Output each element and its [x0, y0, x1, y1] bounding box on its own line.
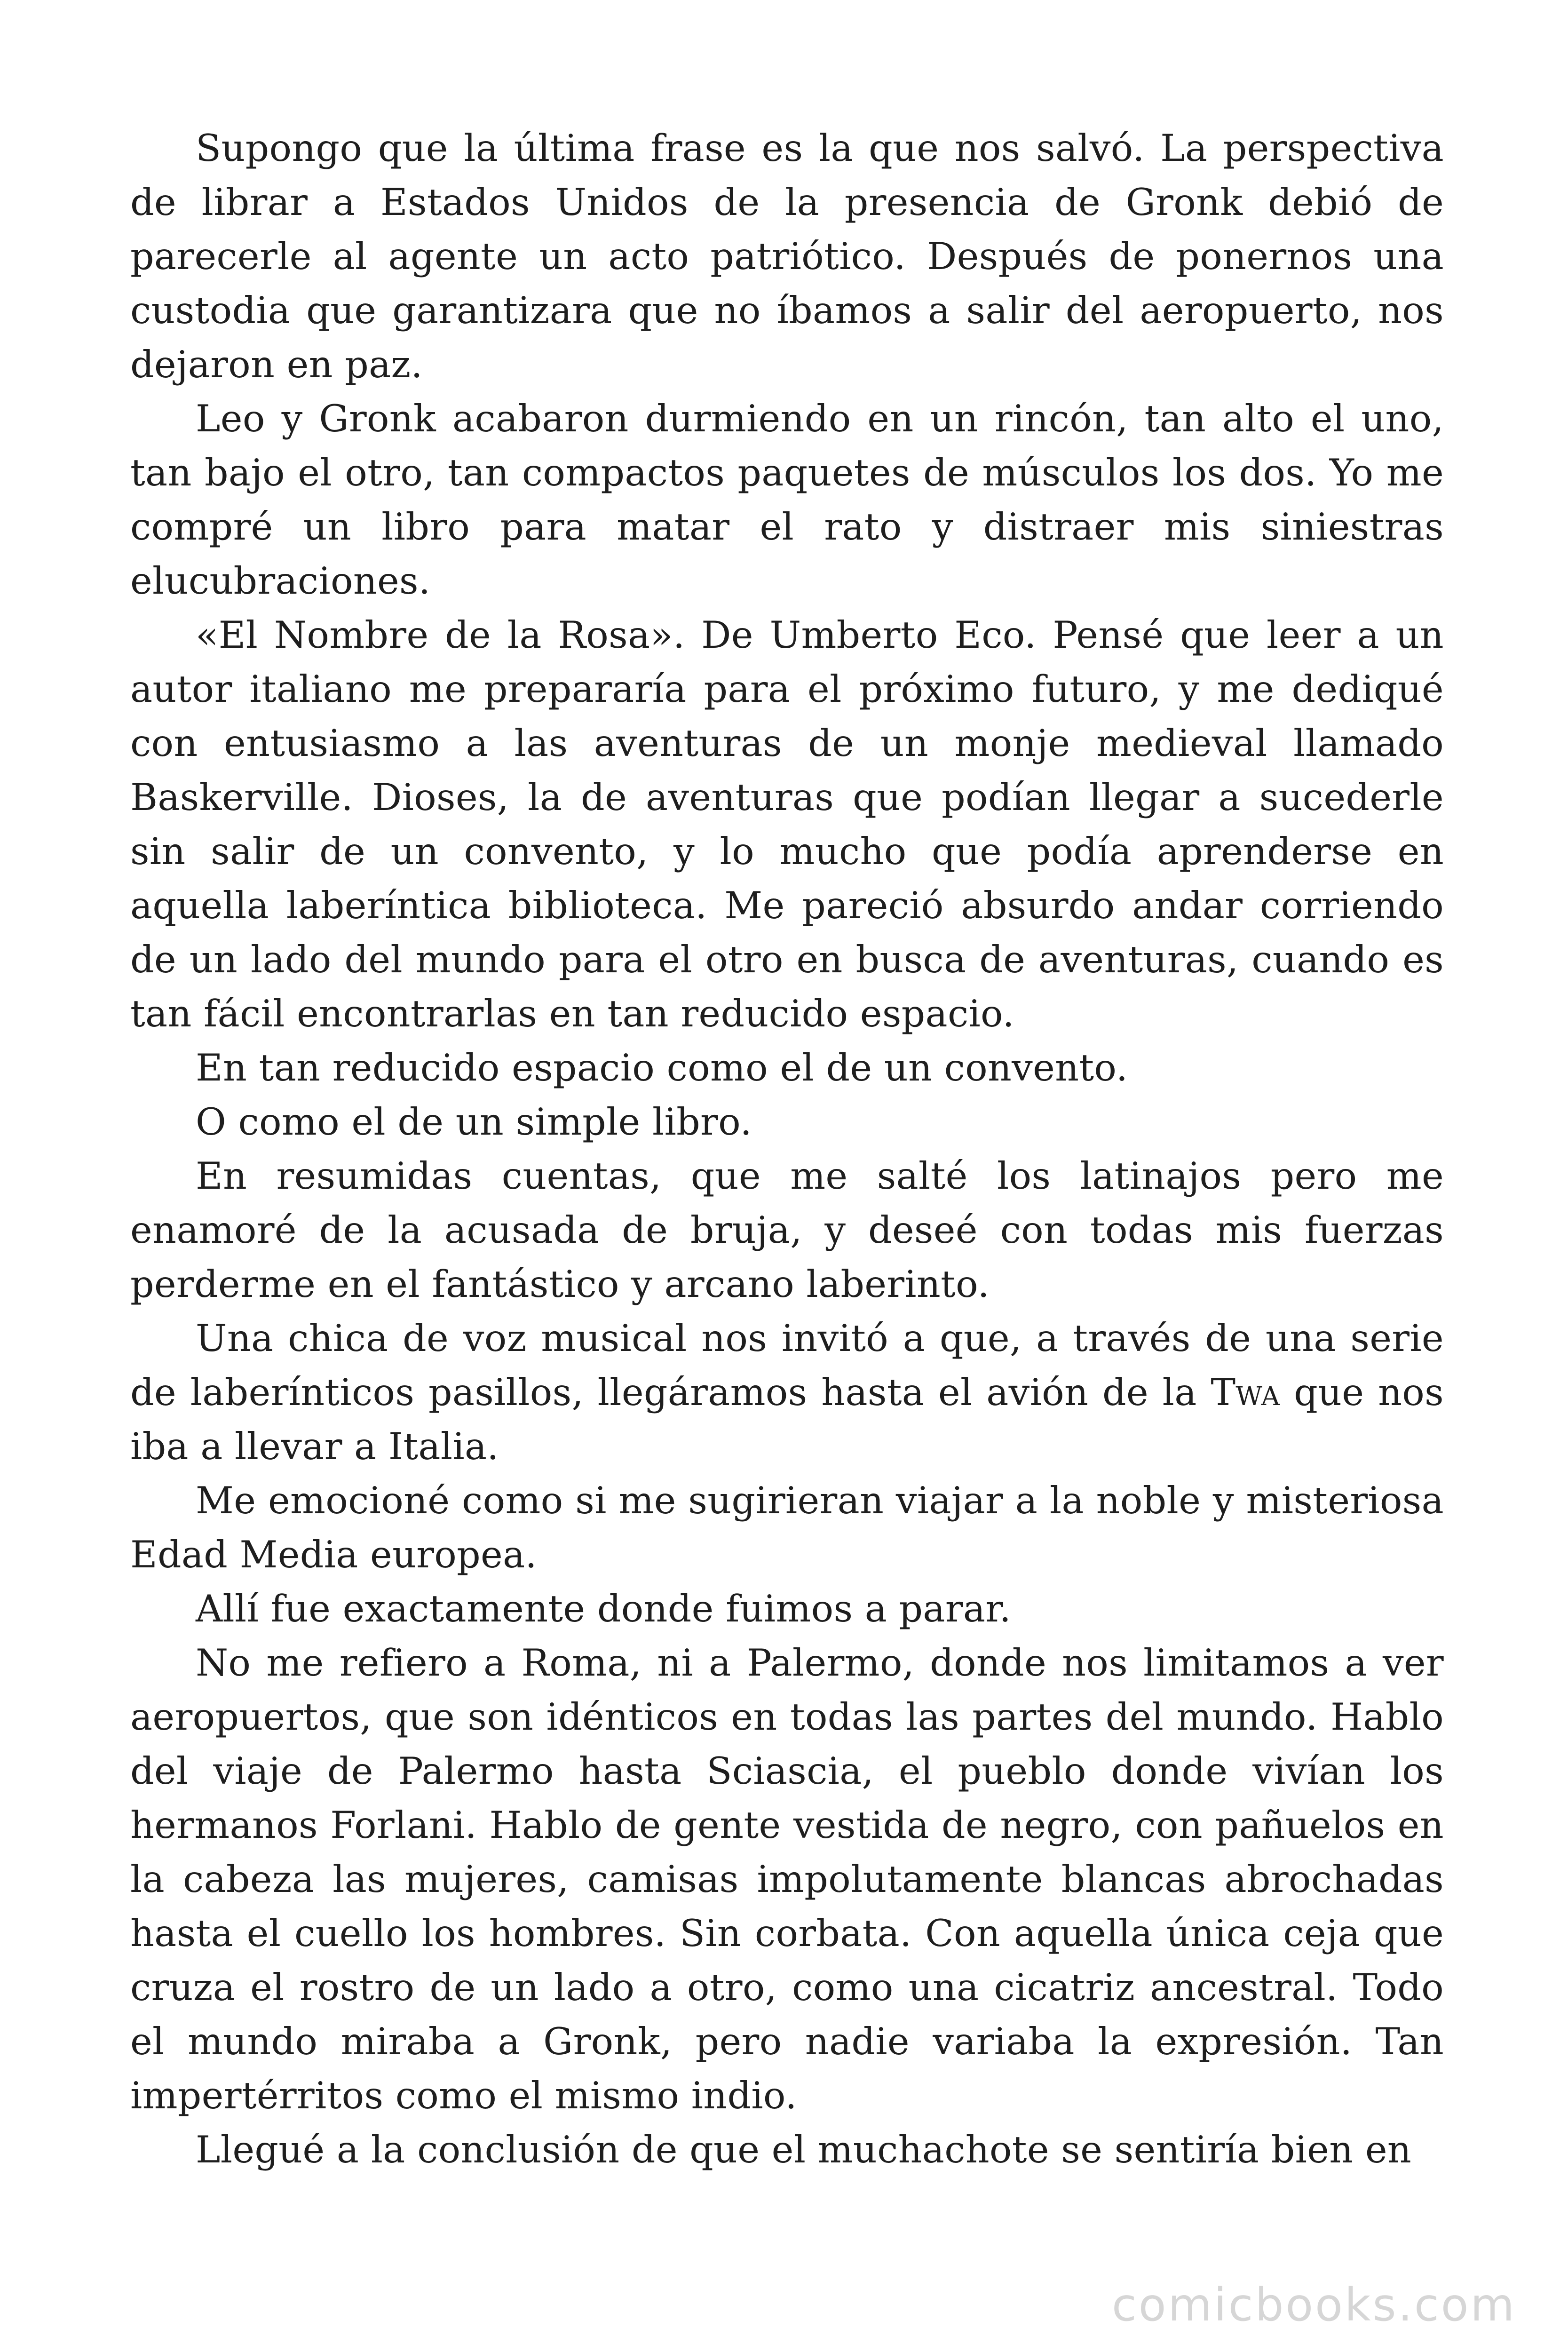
paragraph-8: Me emocioné como si me sugirieran viajar a la noble y misteriosa Edad Media europea. — [130, 1479, 1444, 1576]
paragraph-9: Allí fue exactamente donde fuimos a parar. — [196, 1587, 1012, 1630]
paragraph-2: Leo y Gronk acabaron durmiendo en un rincón, tan alto el uno, tan bajo el otro, tan compactos paquetes de músculos los dos. Yo me compré un libro para matar el rato y distraer mis siniestras elucubraciones. — [130, 397, 1444, 603]
paragraph-5: O como el de un simple libro. — [196, 1100, 752, 1144]
watermark: comicbooks.com — [1111, 2279, 1516, 2331]
paragraph-7 — [130, 1311, 1444, 1474]
paragraph-6: En resumidas cuentas, que me salté los latinajos pero me enamoré de la acusada de bruja, y deseé con todas mis fuerzas perderme en el fantástico y arcano laberinto. — [130, 1154, 1444, 1306]
paragraph-7-after: que nos iba a llevar a Italia. — [130, 1371, 1444, 1468]
paragraph-11: Llegué a la conclusión de que el muchachote se sentiría bien en — [196, 2128, 1412, 2171]
paragraph-10: No me refiero a Roma, ni a Palermo, donde nos limitamos a ver aeropuertos, que son idénticos en todas las partes del mundo. Hablo del viaje de Palermo hasta Sciascia, el pueblo donde vivían los hermanos Forlani. Hablo de gente vestida de negro, con pañuelos en la cabeza las mujeres, camisas impolutamente blancas abrochadas hasta el cuello los hombres. Sin corbata. Con aquella única ceja que cruza el rostro de un lado a otro, como una cicatriz ancestral. Todo el mundo miraba a Gronk, pero nadie variaba la expresión. Tan impertérritos como el mismo indio. — [130, 1641, 1444, 2117]
page-body — [130, 121, 1444, 2177]
airline-name: Twa — [1211, 1371, 1280, 1414]
paragraph-4: En tan reducido espacio como el de un convento. — [196, 1046, 1128, 1089]
paragraph-3: «El Nombre de la Rosa». De Umberto Eco. Pensé que leer a un autor italiano me prepararía para el próximo futuro, y me dediqué con entusiasmo a las aventuras de un monje medieval llamado Baskerville. Dioses, la de aventuras que podían llegar a sucederle sin salir de un convento, y lo mucho que podía aprenderse en aquella laberíntica biblioteca. Me pareció absurdo andar corriendo de un lado del mundo para el otro en busca de aventuras, cuando es tan fácil encontrarlas en tan reducido espacio. — [130, 613, 1444, 1035]
paragraph-7-before: Una chica de voz musical nos invitó a que, a través de una serie de laberínticos pasillos, llegáramos hasta el avión de la — [130, 1317, 1444, 1414]
paragraph-1: Supongo que la última frase es la que nos salvó. La perspectiva de librar a Estados Unidos de la presencia de Gronk debió de parecerle al agente un acto patriótico. Después de ponernos una custodia que garantizara que no íbamos a salir del aeropuerto, nos dejaron en paz. — [130, 127, 1444, 386]
